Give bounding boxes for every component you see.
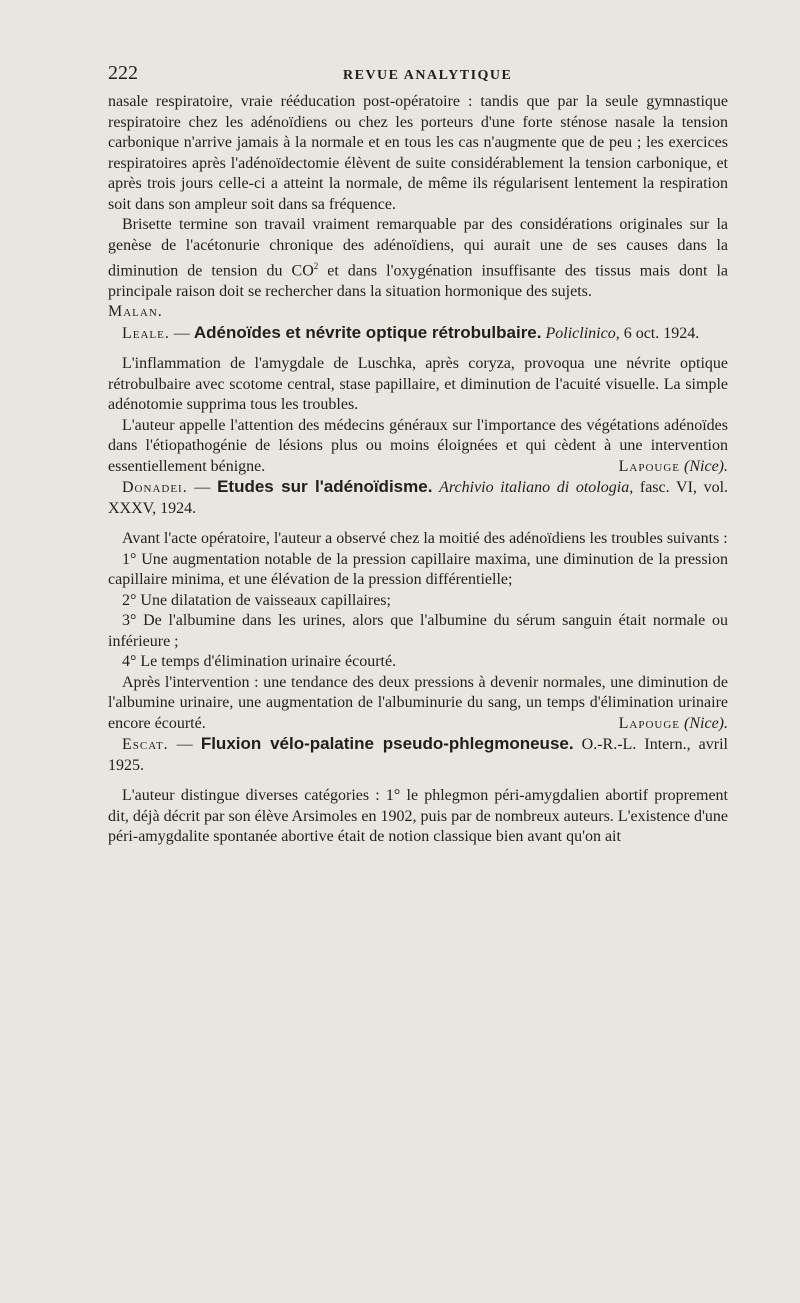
citation-author: Escat. [122, 736, 169, 754]
paragraph: Avant l'acte opératoire, l'auteur a observé chez la moitié des adénoïdiens les troubles suivants : [122, 530, 728, 548]
list-item: 3° De l'albumine dans les urines, alors que l'albumine du sérum sanguin était normale ou inférieure ; [108, 612, 728, 650]
paragraph [108, 215, 728, 302]
citation [108, 734, 728, 776]
paragraph [108, 416, 728, 478]
paragraph-text: L'auteur appelle l'attention des médecins généraux sur l'importance des végétations adénoïdes dans l'étiopathogénie de lésions plus ou moins éloignées et qui cèdent à une intervention essentiellement bénigne. [108, 416, 728, 475]
citation-details: 6 oct. 1924. [619, 324, 700, 342]
citation-dash: — [169, 324, 194, 342]
paragraph-text: Après l'intervention : une tendance des deux pressions à devenir normales, une diminution de l'albumine urinaire, une augmentation de l'albuminurie du sang, un temps d'élimination urinaire encore écourté. [108, 673, 728, 732]
signature-name: Lapouge [618, 714, 681, 732]
list-item: 2° Une dilatation de vaisseaux capillaires; [122, 591, 391, 609]
citation-title: Adénoïdes et névrite optique rétrobulbaire. [193, 322, 542, 342]
list-item: 4° Le temps d'élimination urinaire écourté. [122, 653, 397, 671]
paragraph: nasale respiratoire, vraie rééducation post-opératoire : tandis que par la seule gymnastique respiratoire chez les adénoïdiens ou chez les porteurs d'une forte sténose nasale la tension carbonique n'arrive jamais à la normale et en tous les cas n'augmente que de peu ; les exercices respiratoires après l'adénoïdectomie élèvent de suite considérablement la tension carbonique, et après trois jours celle-ci a atteint la normale, de même ils régularisent lentement la respiration soit dans son ampleur soit dans sa fréquence. [108, 93, 728, 213]
page-number: 222 [108, 62, 138, 84]
citation-author: Donadei. [122, 479, 188, 497]
citation-title: Etudes sur l'adénoïdisme. [217, 477, 433, 497]
running-title: REVUE ANALYTIQUE [343, 68, 513, 83]
citation-dash: — [187, 479, 218, 497]
citation-author: Leale. [122, 324, 170, 342]
citation [108, 477, 728, 519]
citation-title: Fluxion vélo-palatine pseudo-phlegmoneuse. [200, 734, 574, 754]
paragraph: L'auteur distingue diverses catégories : 1° le phlegmon péri-amygdalien abortif proprement dit, déjà décrit par son élève Arsimoles en 1902, puis par de nombreux auteurs. L'existence d'une péri-amygdalite spontanée abortive était de notion classique bien avant qu'on ait [108, 787, 728, 846]
paragraph [108, 673, 728, 735]
paragraph: L'inflammation de l'amygdale de Luschka, après coryza, provoqua une névrite optique rétrobulbaire avec scotome central, stase papillaire, et diminution de l'acuité visuelle. La simple adénotomie supprima tous les troubles. [108, 355, 728, 414]
citation-details: fasc. VI, vol. XXXV, 1924. [108, 479, 729, 517]
signature-place: (Nice). [684, 714, 728, 732]
citation-dash: — [168, 736, 201, 754]
signature: Malan. [108, 303, 163, 321]
citation-journal: Policlinico, [545, 324, 620, 342]
list-item: 1° Une augmentation notable de la pression capillaire maxima, une diminution de la pression capillaire minima, et une élévation de la pression différentielle; [108, 550, 728, 589]
citation [108, 323, 728, 345]
citation-details: O.-R.-L. Intern., avril 1925. [108, 736, 728, 774]
superscript: 2 [313, 261, 319, 271]
paragraph-text: et dans l'oxygénation insuffisante des tissus mais dont la principale raison doit se rechercher dans la situation hormonique des sujets. [108, 262, 728, 300]
article-body [108, 92, 728, 848]
signature-name: Lapouge [618, 457, 681, 475]
page-header [108, 62, 728, 92]
signature-place: (Nice). [684, 457, 728, 475]
paragraph-text: Brisette termine son travail vraiment remarquable par des considérations originales sur la genèse de l'acétonurie chronique des adénoïdiens, qui aurait une de ses causes dans la diminution de tension du CO [108, 216, 728, 280]
citation-journal: Archivio italiano di otologia, [439, 479, 634, 497]
